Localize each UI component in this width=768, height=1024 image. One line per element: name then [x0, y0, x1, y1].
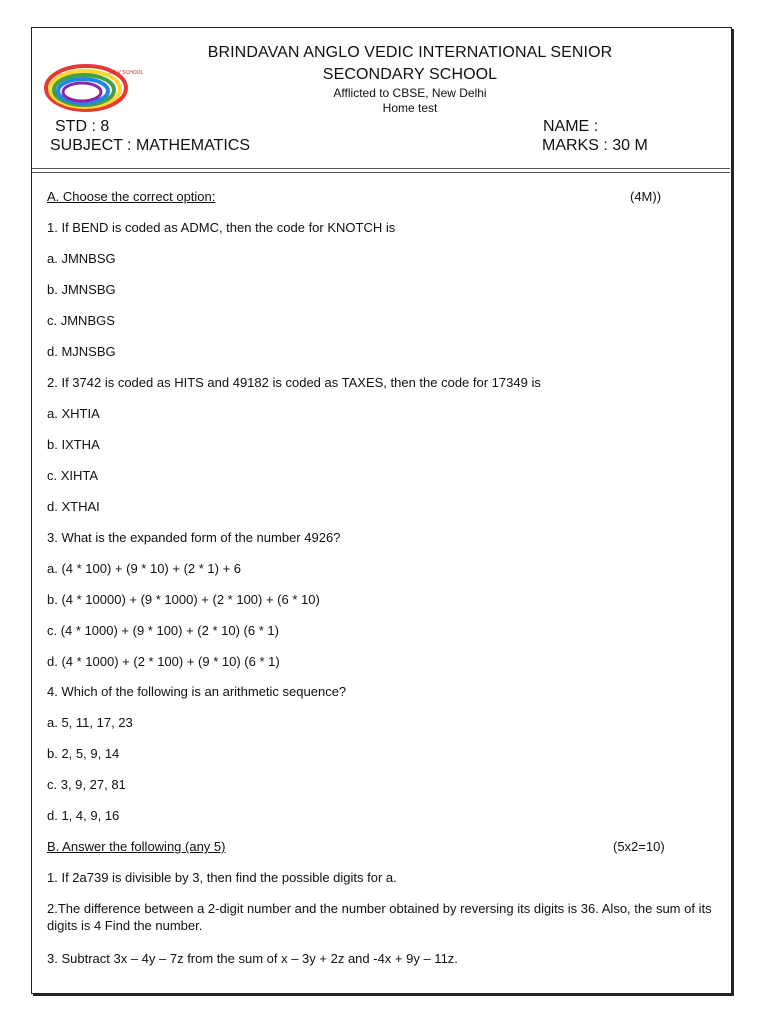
test-type: Home test	[382, 101, 438, 115]
school-name-line2: SECONDARY SCHOOL	[322, 66, 498, 83]
option-line: c. 3, 9, 27, 81	[47, 777, 126, 792]
header-divider-2	[32, 172, 730, 173]
question-line: 3. What is the expanded form of the number 4926?	[47, 530, 341, 545]
std-label: STD : 8	[55, 118, 110, 135]
option-line: b. IXTHA	[47, 437, 100, 452]
header-divider	[32, 168, 730, 169]
option-line: a. JMNBSG	[47, 251, 116, 266]
option-line: d. XTHAI	[47, 499, 100, 514]
question-line: 2.The difference between a 2-digit number and the number obtained by reversing its digits is 36. Also, the sum of its digits is 4 Find the number.	[47, 901, 712, 933]
school-name-line1: BRINDAVAN ANGLO VEDIC INTERNATIONAL SENIOR	[207, 44, 613, 61]
section-b-heading: B. Answer the following (any 5)	[47, 839, 226, 854]
option-line: c. XIHTA	[47, 468, 99, 483]
section-a-marks: (4M))	[630, 189, 662, 204]
logo-text: S.B.V SCHOOL	[108, 70, 144, 76]
name-label: NAME :	[543, 118, 599, 135]
section-a-heading: A. Choose the correct option:	[47, 189, 216, 204]
option-line: a. XHTIA	[47, 406, 100, 421]
option-line: a. (4 * 100) + (9 * 10) + (2 * 1) + 6	[47, 561, 242, 576]
option-line: d. MJNSBG	[47, 344, 116, 359]
marks-label: MARKS : 30 M	[542, 137, 648, 154]
option-line: c. (4 * 1000) + (9 * 100) + (2 * 10) (6 * 1)	[47, 623, 279, 638]
section-b-marks: (5x2=10)	[613, 839, 665, 854]
option-line: a. 5, 11, 17, 23	[47, 715, 133, 730]
option-line: c. JMNBGS	[47, 313, 115, 328]
option-line: b. (4 * 10000) + (9 * 1000) + (2 * 100) + (6 * 10)	[47, 592, 320, 607]
option-line: b. 2, 5, 9, 14	[47, 746, 120, 761]
question-line: 4. Which of the following is an arithmetic sequence?	[47, 684, 347, 699]
option-line: d. (4 * 1000) + (2 * 100) + (9 * 10) (6 * 1)	[47, 654, 280, 669]
question-line: 2. If 3742 is coded as HITS and 49182 is coded as TAXES, then the code for 17349 is	[47, 375, 541, 390]
option-line: d. 1, 4, 9, 16	[47, 808, 120, 823]
subject-label: SUBJECT : MATHEMATICS	[50, 137, 251, 154]
question-line: 3. Subtract 3x – 4y – 7z from the sum of x – 3y + 2z and -4x + 9y – 11z.	[47, 951, 458, 966]
school-logo	[42, 58, 144, 120]
question-line: 1. If BEND is coded as ADMC, then the code for KNOTCH is	[47, 220, 396, 235]
affiliation: Afflicted to CBSE, New Delhi	[333, 86, 487, 100]
question-line: 1. If 2a739 is divisible by 3, then find the possible digits for a.	[47, 870, 397, 885]
option-line: b. JMNSBG	[47, 282, 116, 297]
